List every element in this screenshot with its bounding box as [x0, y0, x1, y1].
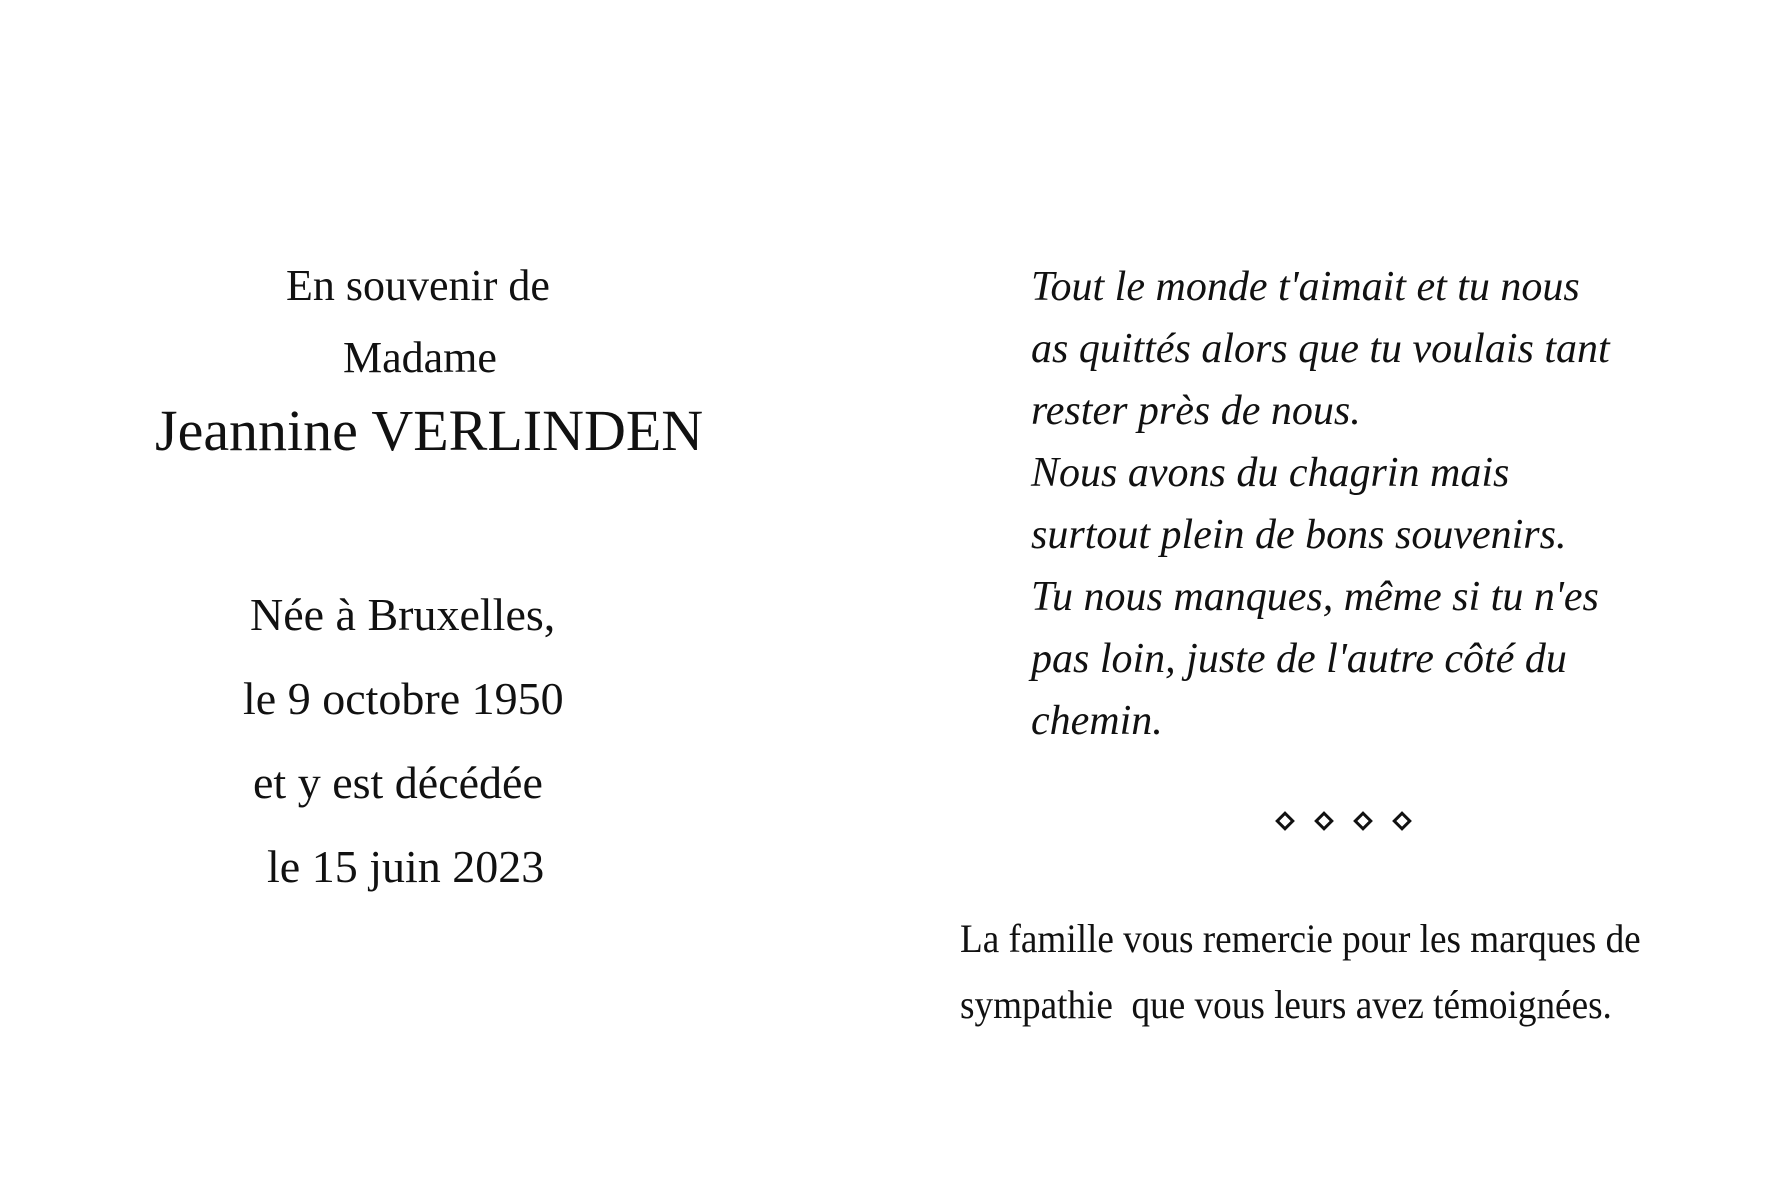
thanks-line: La famille vous remercie pour les marques de — [960, 916, 1641, 961]
poem-line: as quittés alors que tu voulais tant — [1031, 326, 1610, 372]
poem-line: surtout plein de bons souvenirs. — [1031, 512, 1567, 558]
thanks-line: sympathie que vous leurs avez témoignées. — [960, 982, 1612, 1027]
poem-line: Nous avons du chagrin mais — [1031, 450, 1510, 496]
left-page — [0, 0, 860, 1181]
poem-line: rester près de nous. — [1031, 388, 1361, 434]
death-date: le 15 juin 2023 — [267, 841, 545, 892]
diamond-outline-icon — [1353, 811, 1373, 831]
death-phrase: et y est décédée — [253, 757, 543, 808]
poem-line: chemin. — [1031, 698, 1163, 744]
ornament-divider — [1272, 806, 1415, 836]
diamond-outline-icon — [1392, 811, 1412, 831]
thanks-message — [960, 906, 1641, 1038]
deceased-name: Jeannine VERLINDEN — [155, 398, 704, 463]
birth-place: Née à Bruxelles, — [250, 589, 556, 640]
poem-line: Tout le monde t'aimait et tu nous — [1031, 264, 1580, 310]
poem — [1031, 256, 1610, 752]
birth-date: le 9 octobre 1950 — [243, 673, 564, 724]
diamond-outline-icon — [1314, 811, 1334, 831]
honorific: Madame — [343, 333, 497, 382]
poem-line: pas loin, juste de l'autre côté du — [1031, 636, 1567, 682]
poem-line: Tu nous manques, même si tu n'es — [1031, 574, 1599, 620]
intro-text: En souvenir de — [286, 261, 550, 310]
diamond-outline-icon — [1275, 811, 1295, 831]
